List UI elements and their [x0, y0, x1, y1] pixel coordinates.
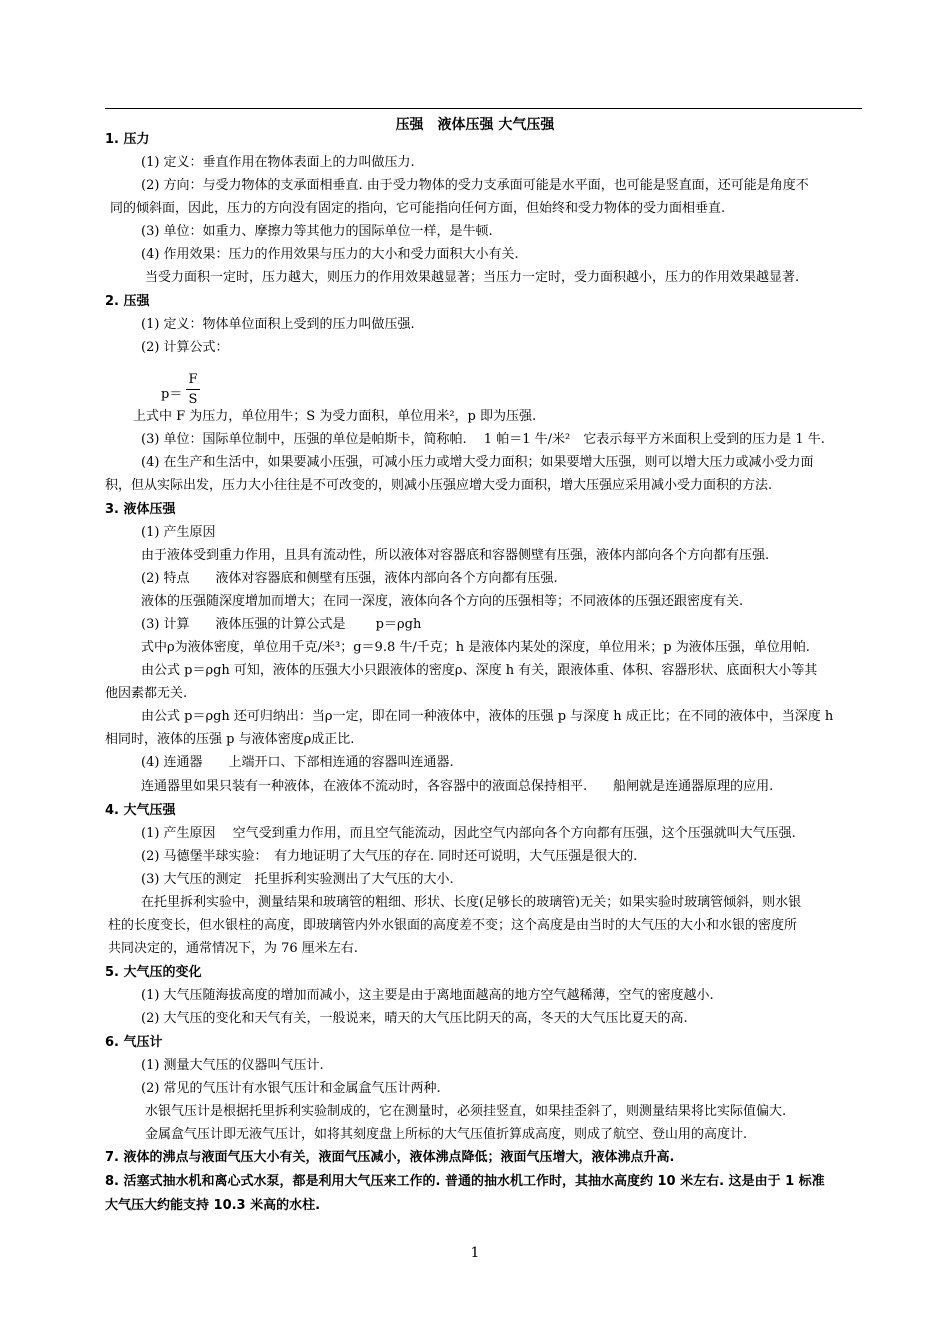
formula-numerator: F	[188, 372, 198, 387]
section-heading: 7. 液体的沸点与液面气压大小有关，液面气压减小，液体沸点降低；液面气压增大，液体沸点升高.	[105, 1150, 675, 1165]
body-line: 水银气压计是根据托里拆利实验制成的，它在测量时，必须挂竖直，如果挂歪斜了，则测量结果将比实际值偏大.	[145, 1104, 787, 1119]
body-line: (2) 大气压的变化和天气有关，一般说来，晴天的大气压比阴天的高，冬天的大气压比夏天的高.	[141, 1011, 688, 1026]
formula-denominator: S	[188, 392, 198, 407]
body-line: 连通器里如果只装有一种液体，在液体不流动时，各容器中的液面总保持相平. 船闸就是连通器原理的应用.	[141, 779, 774, 794]
body-line: 当受力面积一定时，压力越大，则压力的作用效果越显著；当压力一定时，受力面积越小，压力的作用效果越显著.	[145, 270, 800, 285]
section-heading: 5. 大气压的变化	[105, 965, 202, 980]
section-heading: 6. 气压计	[105, 1035, 163, 1050]
page-number: 1	[470, 1245, 480, 1261]
body-line: (1) 大气压随海拔高度的增加而减小，这主要是由于离地面越高的地方空气越稀薄，空气的密度越小.	[141, 988, 714, 1003]
body-line: 他因素都无关.	[105, 686, 188, 701]
body-line: (2) 特点 液体对容器底和侧壁有压强，液体内部向各个方向都有压强.	[141, 571, 558, 586]
document-title: 压强 液体压强 大气压强	[395, 117, 555, 133]
body-line: (3) 大气压的测定 托里拆利实验测出了大气压的大小.	[141, 872, 454, 887]
body-line: (3) 单位：国际单位制中，压强的单位是帕斯卡，简称帕. 1 帕＝1 牛/米² 它表示每平方米面积上受到的压力是 1 牛.	[141, 432, 825, 447]
body-line: 液体的压强随深度增加而增大；在同一深度，液体向各个方向的压强相等；不同液体的压强还跟密度有关.	[141, 594, 744, 609]
body-line: (4) 连通器 上端开口、下部相连通的容器叫连通器.	[141, 755, 454, 770]
body-line: 相同时，液体的压强 p 与液体密度ρ成正比.	[105, 732, 355, 747]
body-line: 由于液体受到重力作用，且具有流动性，所以液体对容器底和容器侧壁有压强，液体内部向各个方向都有压强.	[141, 548, 770, 563]
section-heading: 1. 压力	[105, 132, 150, 147]
body-line: 由公式 p＝ρgh 还可归纳出：当ρ一定，即在同一种液体中，液体的压强 p 与深度 h 成正比；在不同的液体中，当深度 h	[141, 709, 834, 724]
fraction-bar	[186, 389, 200, 390]
body-line: (2) 马德堡半球实验： 有力地证明了大气压的存在. 同时还可说明，大气压强是很大的.	[141, 849, 638, 864]
body-line: (2) 方向：与受力物体的支承面相垂直. 由于受力物体的受力支承面可能是水平面，也可能是竖直面，还可能是角度不	[141, 178, 809, 193]
body-line: 共同决定的，通常情况下，为 76 厘米左右.	[108, 941, 358, 956]
body-line: (3) 单位：如重力、摩擦力等其他力的国际单位一样，是牛顿.	[141, 224, 493, 239]
section-heading: 2. 压强	[105, 294, 150, 309]
body-line: 上式中 F 为压力，单位用牛；S 为受力面积，单位用米²，p 即为压强.	[133, 409, 537, 424]
body-line: 金属盒气压计即无液气压计，如将其刻度盘上所标的大气压值折算成高度，则成了航空、登山用的高度计.	[145, 1127, 748, 1142]
body-line: (1) 产生原因 空气受到重力作用，而且空气能流动，因此空气内部向各个方向都有压强，这个压强就叫大气压强.	[141, 826, 796, 841]
body-line: (1) 产生原因	[141, 525, 216, 540]
body-line: 积，但从实际出发，压力大小往往是不可改变的，则减小压强应增大受力面积，增大压强应采用减小受力面积的方法.	[105, 478, 773, 493]
body-line: (3) 计算 液体压强的计算公式是 p＝ρgh	[141, 617, 422, 632]
section-heading: 4. 大气压强	[105, 803, 176, 818]
formula-lhs: p＝	[161, 387, 183, 402]
body-line: (1) 定义：垂直作用在物体表面上的力叫做压力.	[141, 155, 415, 170]
body-line: 由公式 p＝ρgh 可知，液体的压强大小只跟液体的密度ρ、深度 h 有关，跟液体重、体积、容器形状、底面积大小等其	[141, 663, 818, 678]
body-line: 同的倾斜面，因此，压力的方向没有固定的指向，它可能指向任何方面，但始终和受力物体的受力面相垂直.	[110, 201, 726, 216]
body-line: 柱的长度变长，但水银柱的高度，即玻璃管内外水银面的高度差不变；这个高度是由当时的大气压的大小和水银的密度所	[108, 918, 798, 933]
body-line: (2) 计算公式：	[141, 340, 229, 355]
body-line: (4) 在生产和生活中，如果要减小压强，可减小压力或增大受力面积；如果要增大压强，则可以增大压力或减小受力面	[141, 455, 814, 470]
body-line: (1) 定义：物体单位面积上受到的压力叫做压强.	[141, 317, 415, 332]
body-line: (1) 测量大气压的仪器叫气压计.	[141, 1058, 324, 1073]
body-line: (4) 作用效果：压力的作用效果与压力的大小和受力面积大小有关.	[141, 247, 519, 262]
section-heading: 3. 液体压强	[105, 502, 176, 517]
body-line: 在托里拆利实验中，测量结果和玻璃管的粗细、形状、长度(足够长的玻璃管)无关；如果实验时玻璃管倾斜，则水银	[141, 895, 802, 910]
header-rule	[105, 108, 862, 109]
body-line: 式中ρ为液体密度，单位用千克/米³；g＝9.8 牛/千克；h 是液体内某处的深度，单位用米；p 为液体压强，单位用帕.	[141, 640, 810, 655]
section-heading: 大气压大约能支持 10.3 米高的水柱.	[105, 1198, 321, 1213]
section-heading: 8. 活塞式抽水机和离心式水泵，都是利用大气压来工作的. 普通的抽水机工作时，其抽水高度约 10 米左右. 这是由于 1 标准	[105, 1174, 825, 1189]
body-line: (2) 常见的气压计有水银气压计和金属盒气压计两种.	[141, 1081, 441, 1096]
